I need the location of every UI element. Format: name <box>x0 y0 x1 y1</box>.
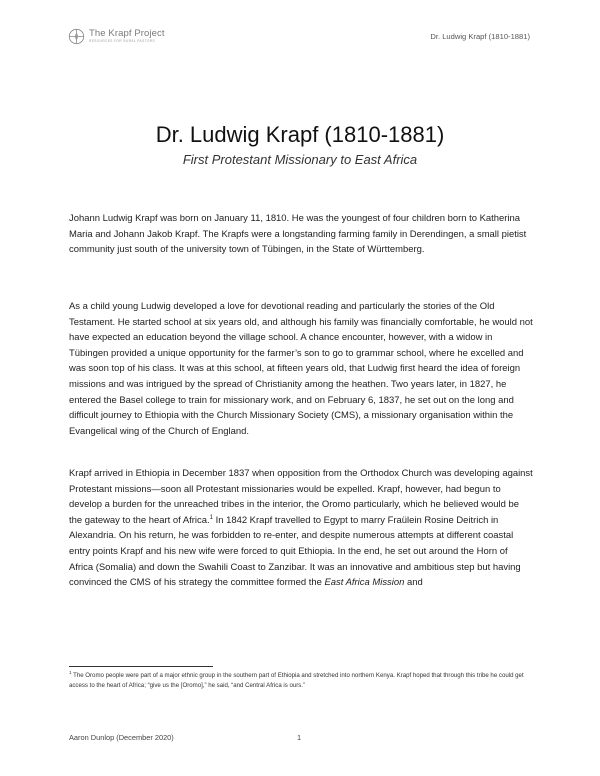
footnote-reference[interactable]: 1 <box>209 514 213 521</box>
footnote-divider <box>69 666 213 667</box>
document-subtitle: First Protestant Missionary to East Africa <box>182 152 418 167</box>
footnote-number: 1 <box>69 670 72 675</box>
footnote-text: The Oromo people were part of a major ethnic group in the southern part of Ethiopia and stretched into northern Kenya. Krapf hoped that through this tribe he could get access to the heart of Africa; “give us the [Oromo],” he said, “and Central Africa is ours.” <box>69 672 524 689</box>
brand-logo <box>68 28 165 45</box>
page-number: 1 <box>297 733 302 742</box>
paragraph-childhood: As a child young Ludwig developed a love for devotional reading and particularly the stories of the Old Testament. He started school at six years old, and although his family was financially comfortable, he would not have expected an education beyond the village school. A chance encounter, however, with a widow in Tübingen provided a unique opportunity for the farmer’s son to go to grammar school, where he excelled and was soon top of his class. It was at this school, at fifteen years old, that Ludwig first heard the idea of foreign missions and was intrigued by the spread of Christianity among the heathen. Two years later, in 1827, he entered the Basel college to train for missionary work, and on February 6, 1837, he set out on the long and difficult journey to Ethiopia with the Church Missionary Society (CMS), a missionary organisation within the Evangelical wing of the Church of England. <box>69 301 533 437</box>
brand-name: The Krapf Project <box>89 28 165 40</box>
emphasized-text: East Africa Mission <box>324 577 405 589</box>
paragraph-text: and <box>404 577 423 589</box>
footer-author-date: Aaron Dunlop (December 2020) <box>69 733 174 742</box>
footnote <box>69 671 533 690</box>
brand-tagline: RESOURCES FOR RURAL PASTORS <box>89 39 155 44</box>
paragraph-text: In 1842 Krapf travelled to Egypt to marry Fraülein Rosine Deitrich in Alexandria. On his return, he was forbidden to re-enter, and despite numerous attempts at different coastal entry points Krapf and his new wife were forced to quit Ethiopia. In the end, he set out around the Horn of Africa (Somalia) and down the Swahili Coast to Zanzibar. It was an innovative and ambitious step but having convinced the CMS of his strategy the committee formed the <box>69 514 521 589</box>
paragraph-birth: Johann Ludwig Krapf was born on January 11, 1810. He was the youngest of four children born to Katherina Maria and Johann Jakob Krapf. The Krapfs were a longstanding farming family in Derendingen, a small pietist community just south of the university town of Tübingen, in the State of Württemberg. <box>69 213 527 256</box>
document-title: Dr. Ludwig Krapf (1810-1881) <box>155 122 445 147</box>
running-header-title: Dr. Ludwig Krapf (1810-1881) <box>430 32 530 41</box>
paragraph-text: Krapf arrived in Ethiopia in December 1837 when opposition from the Orthodox Church was developing against Protestant missions—soon all Protestant missionaries would be expelled. Krapf, however, had begun to develop a burden for the unreached tribes in the interior, the Oromo particularly, which he believed would be the gateway to the heart of Africa. <box>69 468 533 526</box>
page-header <box>68 28 530 50</box>
paragraph-ethiopia <box>69 466 533 591</box>
compass-logo-icon <box>68 28 85 45</box>
